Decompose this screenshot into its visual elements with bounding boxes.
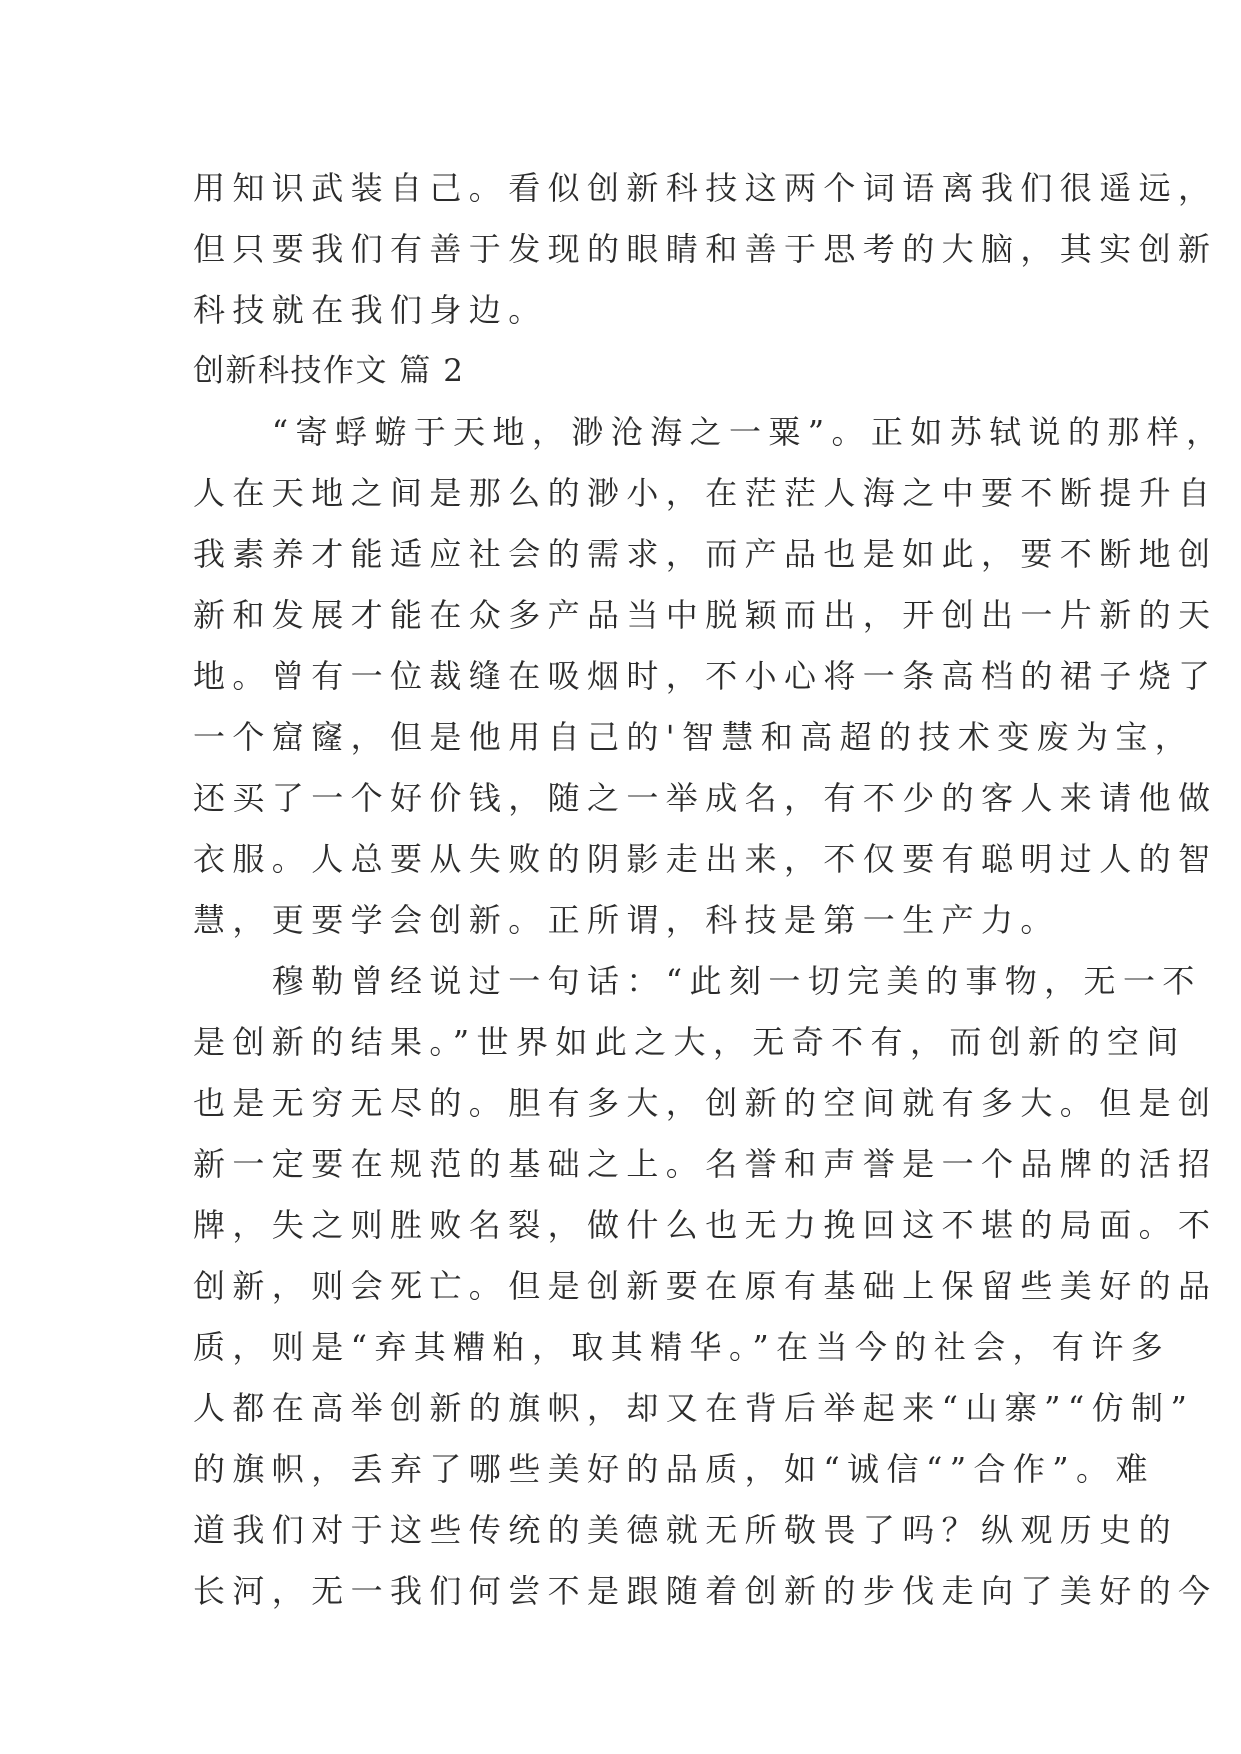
text-line: 用知识武装自己。看似创新科技这两个词语离我们很遥远， (193, 169, 1218, 207)
text-line: 质，则是“弃其糟粕，取其精华。”在当今的社会，有许多 (193, 1328, 1171, 1366)
text-line: 还买了一个好价钱，随之一举成名，有不少的客人来请他做 (193, 779, 1218, 817)
text-line: 道我们对于这些传统的美德就无所敬畏了吗？纵观历史的 (193, 1511, 1179, 1549)
text-line: 慧，更要学会创新。正所谓，科技是第一生产力。 (193, 901, 1060, 939)
text-line: 的旗帜，丢弃了哪些美好的品质，如“诚信“”合作”。难 (193, 1450, 1155, 1488)
text-line: 牌，失之则胜败名裂，做什么也无力挽回这不堪的局面。不 (193, 1206, 1218, 1244)
text-line: 新和发展才能在众多产品当中脱颖而出，开创出一片新的天 (193, 596, 1218, 634)
text-line: 地。曾有一位裁缝在吸烟时，不小心将一条高档的裙子烧了 (193, 657, 1218, 695)
text-line: 也是无穷无尽的。胆有多大，创新的空间就有多大。但是创 (193, 1084, 1218, 1122)
text-line: 人都在高举创新的旗帜，却又在背后举起来“山寨”“仿制” (193, 1389, 1195, 1427)
text-line: “寄蜉蝣于天地，渺沧海之一粟”。正如苏轼说的那样， (193, 413, 1226, 451)
essay-body (193, 158, 1226, 1622)
text-line: 一个窟窿，但是他用自己的'智慧和高超的技术变废为宝， (193, 718, 1195, 756)
text-line: 创新，则会死亡。但是创新要在原有基础上保留些美好的品 (193, 1267, 1218, 1305)
text-line: 科技就在我们身边。 (193, 291, 548, 329)
text-line: 新一定要在规范的基础之上。名誉和声誉是一个品牌的活招 (193, 1145, 1218, 1183)
text-line: 是创新的结果。”世界如此之大，无奇不有，而创新的空间 (193, 1023, 1186, 1061)
text-line: 我素养才能适应社会的需求，而产品也是如此，要不断地创 (193, 535, 1218, 573)
section-heading: 创新科技作文 篇 2 (193, 353, 465, 389)
text-line: 衣服。人总要从失败的阴影走出来，不仅要有聪明过人的智 (193, 840, 1218, 878)
text-line: 长河，无一我们何尝不是跟随着创新的步伐走向了美好的今 (193, 1572, 1218, 1610)
text-line: 但只要我们有善于发现的眼睛和善于思考的大脑，其实创新 (193, 230, 1218, 268)
text-line: 穆勒曾经说过一句话：“此刻一切完美的事物，无一不 (193, 962, 1202, 1000)
text-line: 人在天地之间是那么的渺小，在茫茫人海之中要不断提升自 (193, 474, 1218, 512)
